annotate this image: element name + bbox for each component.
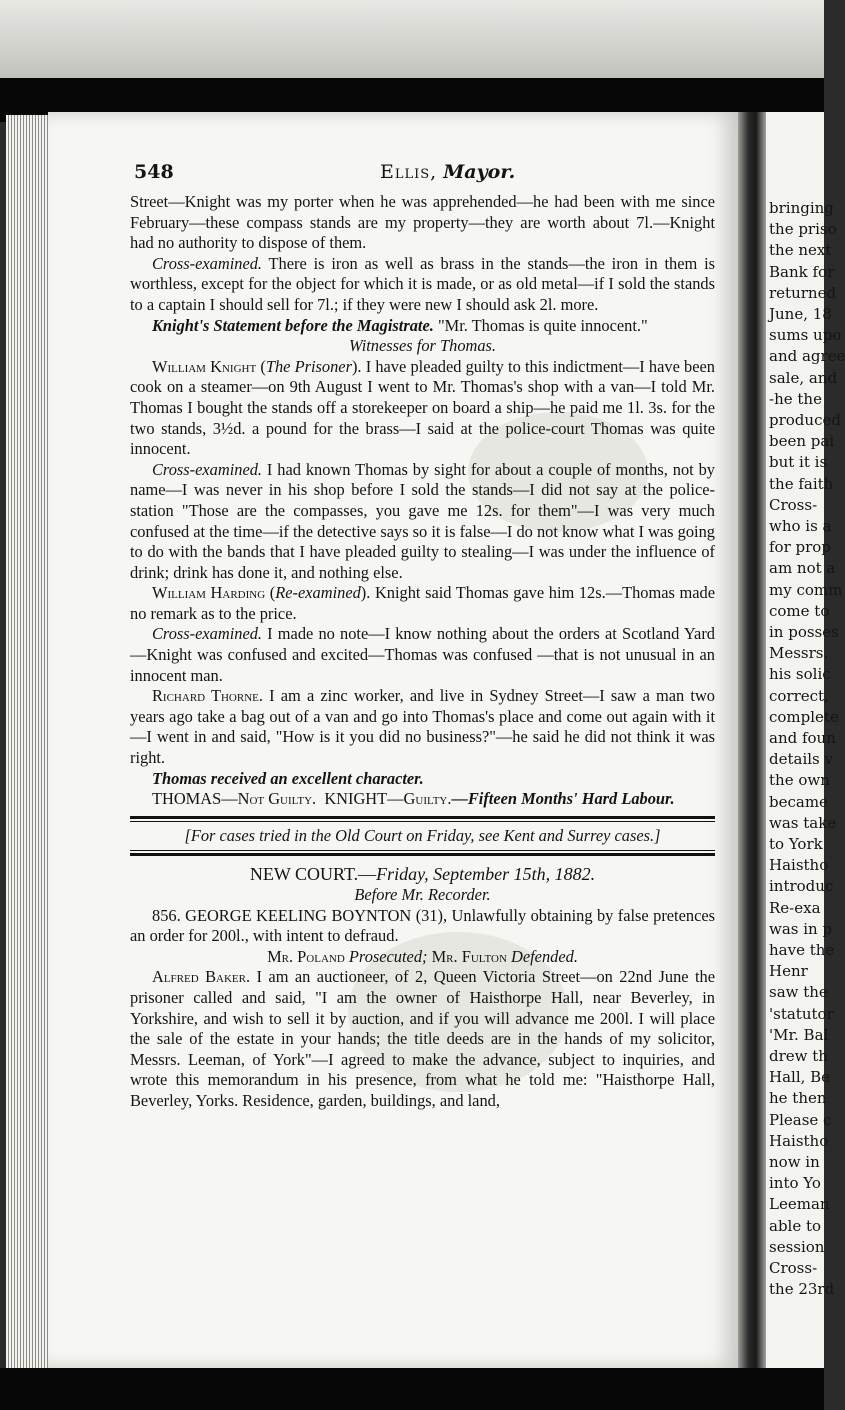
facing-page-line: able to [769, 1216, 822, 1235]
running-header [130, 158, 715, 192]
paragraph: William Harding (Re-examined). Knight said Thomas gave him 12s.—Thomas made no remark as to the price. [130, 583, 716, 623]
facing-page-line: June, 18 [769, 305, 832, 323]
paragraph [130, 460, 715, 584]
facing-page-line: into Yo [769, 1174, 821, 1193]
book-binding-shadow-bottom [0, 1368, 824, 1410]
paragraph [130, 624, 715, 686]
witnesses-heading: Witnesses for Thomas. [348, 336, 497, 356]
facing-page-line: correct, [769, 686, 829, 705]
facing-page-line: session [769, 1237, 825, 1256]
running-title [380, 162, 515, 183]
paragraph [130, 316, 715, 337]
facing-page-line: produced [769, 411, 841, 429]
facing-page-line: and foun [769, 729, 836, 747]
defence-label: Defended. [511, 946, 578, 966]
court-date: Friday, September 15th, 1882. [376, 864, 596, 885]
paragraph-text: I have pleaded guilty to this indictment—I have been cook on a steamer—on 9th August I went to Mr. Thomas's shop with a van—I told Mr. Thomas I bought the stands off a storekeeper on board a ship—he paid me 1l. 3s. for the two stands, 3½d. a pound for the brass—I said at the police-court Thomas was quite innocent. [130, 356, 715, 459]
charge-text: (31), Unlawfully obtaining by false pretences an order for 200l., with intent to defraud. [130, 905, 715, 946]
title-office: Mayor. [443, 161, 516, 183]
facing-page-line: complete [769, 707, 839, 726]
facing-page-line: -he the [769, 389, 822, 408]
cross-reference-box [130, 816, 715, 857]
facing-page-line: to York [769, 835, 823, 853]
prosecution-label: Prosecuted; [348, 946, 428, 966]
facing-page-line: Re-exa [769, 898, 821, 917]
facing-page-line: Cross- [769, 1259, 818, 1277]
case-number: 856. [152, 905, 181, 925]
facing-page-line: the priso [769, 220, 837, 239]
verdict-thomas-result: Not Guilty. [237, 789, 317, 809]
facing-page-line: 'Mr. Bal [769, 1025, 829, 1044]
paragraph-text: "Mr. Thomas is quite innocent." [433, 315, 648, 335]
paragraph-text: There is iron as well as brass in the stands—the iron in them is worthless, except for the object for which it is made, or as old metal—if I sold the stands to a captain I should sell for 7l.; if they were new I should ask 2l. more. [130, 253, 715, 314]
facing-page-line: the next [769, 241, 832, 260]
facing-page-line: sale, and [769, 368, 838, 387]
facing-page-line: sums upo [769, 326, 842, 345]
witness-name: Richard Thorne. [152, 686, 263, 706]
cross-examined-label: Cross-examined. [152, 253, 263, 273]
facing-page-line: come to [769, 601, 830, 620]
statement-label: Knight's Statement before the Magistrate. [152, 315, 434, 335]
before-judge: Before Mr. Recorder. [354, 885, 491, 904]
facing-page-line: became [769, 792, 828, 811]
case-heading [130, 906, 715, 947]
witness-role: Re-examined [275, 583, 361, 603]
prosecution-counsel: Mr. Poland [267, 946, 345, 966]
verdict [130, 789, 715, 810]
cross-examined-label: Cross-examined. [152, 459, 263, 479]
paragraph [130, 254, 715, 316]
facing-page-line: bringing [769, 199, 834, 217]
verdict-knight-result: Guilty. [403, 789, 452, 809]
cross-reference-note: [For cases tried in the Old Court on Friday, see Kent and Surrey cases.] [130, 821, 715, 852]
facing-page-line: my comm [769, 580, 843, 599]
counsel-line [130, 947, 715, 968]
verdict-knight: KNIGHT— [324, 789, 404, 809]
paragraph: William Knight (The Prisoner). I have pleaded guilty to this indictment—I have been cook on a steamer—on 9th August I went to Mr. Thomas's shop with a van—I told Mr. Thomas I bought the stands off a storekeeper on board a ship—he paid me 1l. 3s. for the two stands, 3½d. a pound for the brass—I said at the police-court Thomas was quite innocent. [130, 356, 715, 459]
facing-page-line: Henr [769, 962, 808, 981]
facing-page-line: Haistho [769, 1131, 829, 1150]
facing-page-line: was in p [769, 919, 833, 938]
facing-page-line: details v [769, 750, 833, 769]
book-gutter [738, 112, 768, 1368]
cross-examined-label: Cross-examined. [152, 624, 263, 644]
facing-page-line: drew th [769, 1047, 828, 1065]
facing-page-line: Bank for [769, 262, 835, 281]
witness-name: William Knight [152, 356, 257, 376]
paragraph-text: I made no note—I know nothing about the orders at Scotland Yard—Knight was confused and excited—Thomas was confused —that is not unusual in an innocent man. [130, 624, 715, 685]
facing-page-line: he then [769, 1089, 827, 1108]
facing-page-line: Please c [769, 1110, 832, 1129]
paragraph-text: I had known Thomas by sight for about a couple of months, not by name—I was never in his shop before I sold the stands—I did not say at the police-station "Those are the compasses, you gave me 12s. for them"—I was very much confused at the time—if the detective says so it is false—I do not know what I was going to do with the bands that I have pleaded guilty to stealing—I was under the influence of drink; drink has done it, and nothing else. [130, 459, 715, 582]
court-name: NEW COURT.— [249, 864, 377, 885]
facing-page-line: and agree [769, 347, 845, 366]
facing-page-line: been pai [769, 432, 835, 451]
facing-page-line: the own [769, 771, 830, 790]
facing-page-line: saw the [769, 983, 828, 1002]
court-heading [130, 864, 715, 885]
sentence: —Fifteen Months' Hard Labour. [451, 789, 675, 809]
paragraph [130, 686, 715, 768]
facing-page-line: returned [769, 283, 837, 302]
facing-page-line: was take [769, 813, 837, 832]
witness-role: The Prisoner [265, 356, 352, 376]
facing-page-line: the 23rd [769, 1280, 835, 1299]
paragraph-text: Knight said Thomas gave him 12s.—Thomas made no remark as to the price. [130, 583, 716, 623]
facing-page-line: Leeman [769, 1195, 830, 1214]
page-number: 548 [134, 161, 174, 183]
facing-page-line: his solic [769, 665, 831, 684]
facing-page-line: who is a [769, 517, 832, 535]
facing-page-fragment [766, 112, 845, 1368]
paragraph [130, 967, 715, 1111]
witness-name: William Harding [152, 583, 266, 603]
defendant-name: GEORGE KEELING BOYNTON [185, 905, 412, 925]
paragraph-text: I am an auctioneer, of 2, Queen Victoria Street—on 22nd June the prisoner called and said, "I am the owner of Haisthorpe Hall, near Beverley, in Yorkshire, and wish to sell it by auction, and if you will advance me 200l. I will place the sale of the estate in your hands; the title deeds are in the hands of my solicitor, Messrs. Leeman, of York"—I agreed to make the advance, subject to inquiries, and wrote this memorandum in his presence, from what he told me: "Haisthorpe Hall, Beverley, Yorks. Residence, garden, buildings, and land, [130, 967, 715, 1110]
facing-page-line: but it is [769, 453, 828, 472]
facing-page-line: introduc [769, 877, 834, 896]
facing-page-line: for prop [769, 538, 831, 557]
facing-page-line: the faith [769, 474, 834, 493]
facing-page-line: Cross- [769, 495, 818, 514]
witness-name: Alfred Baker. [152, 967, 251, 987]
defence-counsel: Mr. Fulton [431, 946, 507, 966]
paragraph [130, 192, 715, 254]
character-note: Thomas received an excellent character. [152, 768, 424, 788]
facing-page-line: in posses [769, 623, 839, 641]
facing-page-line: Messrs. [769, 644, 829, 663]
title-name: Ellis, [380, 161, 438, 183]
facing-page-line: now in [769, 1153, 820, 1171]
paragraph-text: I am a zinc worker, and live in Sydney Street—I saw a man two years ago take a bag out of a van and go into Thomas's place and come out again with it—I went in and said, "How is it you did no business?"—he said he did not think it was right. [130, 686, 715, 768]
facing-page-line: Haistho [769, 856, 829, 875]
facing-page-line: 'statutor [769, 1004, 834, 1023]
verdict-thomas: THOMAS— [152, 789, 238, 809]
page-text [130, 158, 715, 1112]
facing-page-line: have the [769, 941, 835, 959]
facing-page-line: am not a [769, 559, 836, 578]
paragraph-text: Street—Knight was my porter when he was apprehended—he had been with me since February—these compass stands are my property—they are worth about 7l.—Knight had no authority to dispose of them. [130, 192, 715, 253]
facing-page-line: Hall, Be [769, 1068, 831, 1087]
